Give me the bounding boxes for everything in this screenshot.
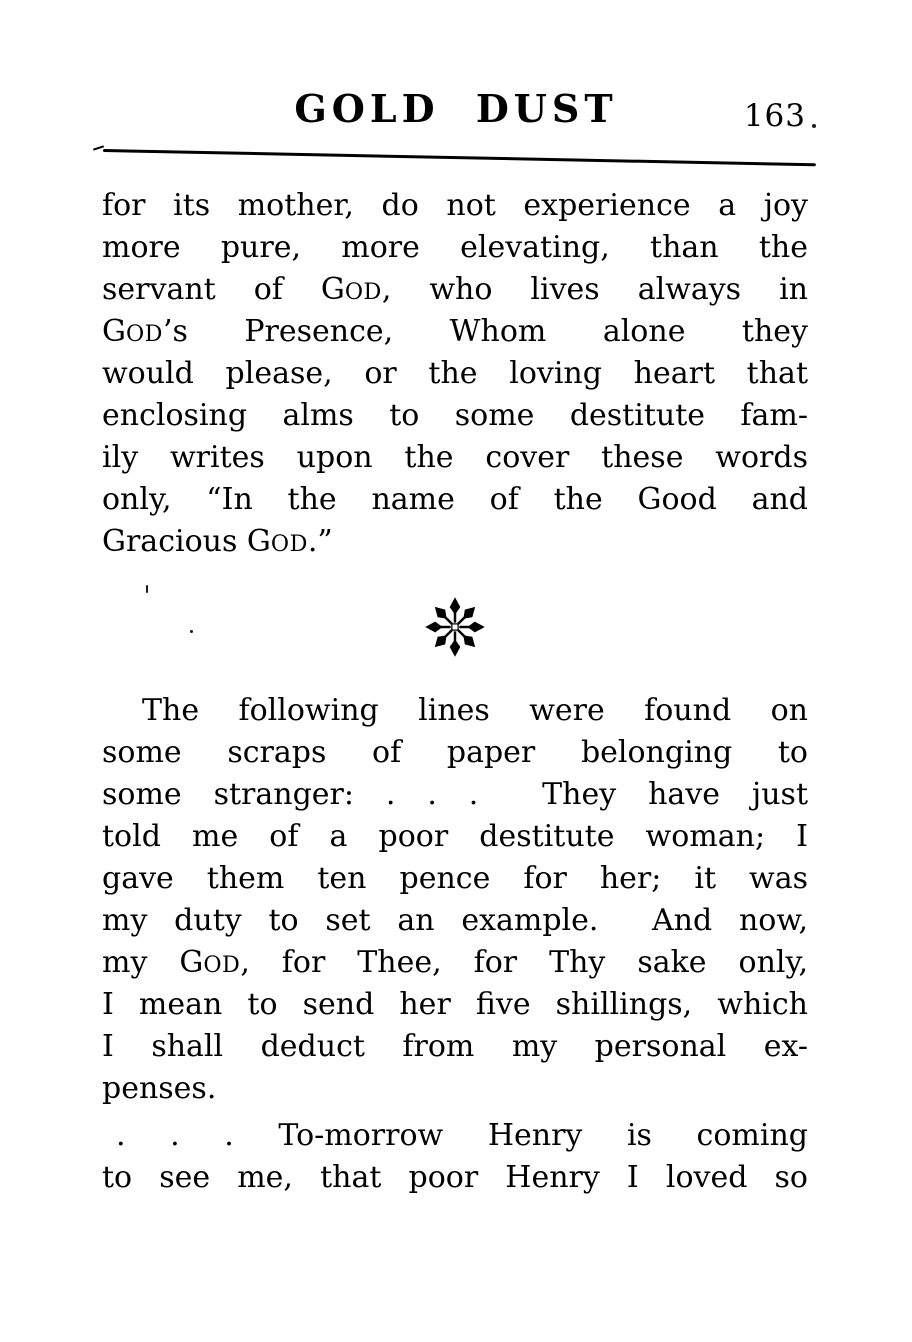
text-line: to see me, that poor Henry I loved so — [102, 1160, 808, 1195]
page-body — [102, 185, 808, 1199]
page-title: GOLD DUST — [294, 86, 618, 131]
text-line: I shall deduct from my personal ex- — [102, 1029, 808, 1064]
scan-speck — [812, 124, 816, 128]
text-line: penses. — [102, 1071, 217, 1106]
section-divider — [102, 563, 808, 690]
text-line: told me of a poor destitute woman; I — [102, 819, 808, 854]
scan-speck — [190, 630, 193, 633]
text-line: . . . To-morrow Henry is coming — [116, 1118, 808, 1153]
text-line: more pure, more elevating, than the — [102, 230, 808, 265]
text-line: my GOD, for Thee, for Thy sake only, — [102, 945, 808, 980]
paragraph — [102, 185, 808, 563]
scan-speck — [146, 585, 148, 593]
text-line: enclosing alms to some destitute fam- — [102, 398, 808, 433]
text-line: servant of GOD, who lives always in — [102, 272, 808, 307]
text-line: gave them ten pence for her; it was — [102, 861, 808, 896]
text-line: I mean to send her five shillings, which — [102, 987, 808, 1022]
text-line: The following lines were found on — [142, 693, 808, 728]
paragraph — [102, 1115, 808, 1199]
text-line: GOD’s Presence, Whom alone they — [102, 314, 808, 349]
header-rule — [103, 149, 816, 166]
text-line: some scraps of paper belonging to — [102, 735, 808, 770]
asterisk-ornament-icon — [424, 596, 486, 658]
page-number: 163 — [743, 98, 806, 134]
paragraph — [102, 690, 808, 1110]
text-line: ily writes upon the cover these words — [102, 440, 808, 475]
text-line: some stranger: . . . They have just — [102, 777, 808, 812]
text-line: would please, or the loving heart that — [102, 356, 808, 391]
text-line: my duty to set an example. And now, — [102, 903, 808, 938]
text-line: only, “In the name of the Good and — [102, 482, 808, 517]
text-line: Gracious GOD.” — [102, 524, 333, 559]
text-line: for its mother, do not experience a joy — [102, 188, 808, 223]
